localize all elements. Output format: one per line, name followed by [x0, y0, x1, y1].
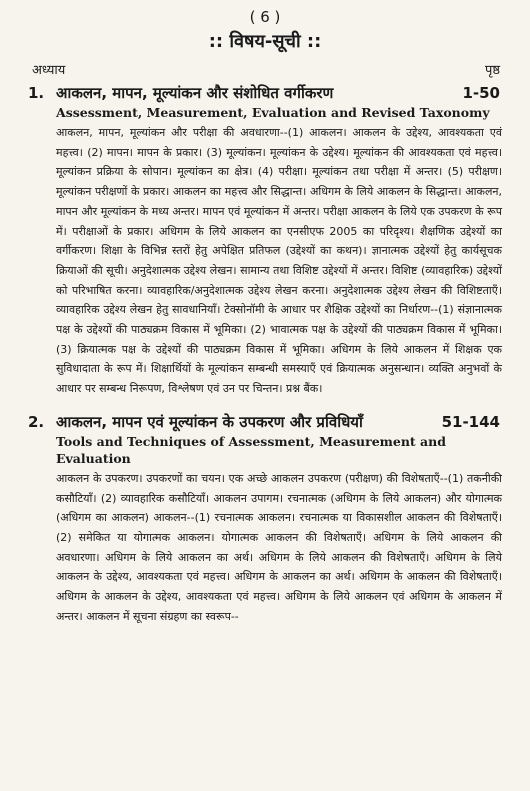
chapter-page-range: 51-144 — [441, 412, 500, 431]
chapter-number: 1. — [28, 84, 45, 102]
chapter-entry-1 — [26, 82, 504, 399]
chapter-title-english: Tools and Techniques of Assessment, Measurement and Evaluation — [56, 433, 446, 466]
page-number: ( 6 ) — [249, 8, 281, 26]
chapter-heading — [26, 411, 504, 433]
chapter-title-hindi: आकलन, मापन एवं मूल्यांकन के उपकरण और प्रविधियाँ — [56, 412, 363, 431]
chapter-heading — [26, 82, 504, 104]
chapter-entry-2 — [26, 411, 504, 627]
column-header-row — [26, 62, 504, 80]
toc-title: :: विषय-सूची :: — [208, 31, 322, 52]
chapter-contents: आकलन के उपकरण। उपकरणों का चयन। एक अच्छे आकलन उपकरण (परीक्षण) की विशेषताएँ--(1) तकनीकी कसौटियाँ। (2) व्यावहारिक कसौटियाँ। आकलन उपागम। रचनात्मक (अधिगम के लिये आकलन) और योगात्मक (अधिगम का आकलन) आकलन--(1) रचनात्मक आकलन। रचनात्मक या विकासशील आकलन की विशेषताएँ। (2) समेकित या योगात्मक आकलन। योगात्मक आकलन की विशेषताएँ। अधिगम के लिये आकलन की अवधारणा। अधिगम के लिये आकलन का अर्थ। अधिगम के लिये आकलन की विशेषताएँ। अधिगम के लिये आकलन के उद्देश्य, आवश्यकता एवं महत्त्व। अधिगम के आकलन का अर्थ। अधिगम के आकलन की विशेषताएँ। अधिगम के आकलन के उद्देश्य, आवश्यकता एवं महत्त्व। अधिगम के लिये आकलन एवं अधिगम के आकलन में अन्तर। आकलन में सूचना संग्रहण का स्वरूप-- — [56, 471, 502, 623]
chapter-contents: आकलन, मापन, मूल्यांकन और परीक्षा की अवधारणा--(1) आकलन। आकलन के उद्देश्य, आवश्यकता एवं महत्त्व। (2) मापन। मापन के प्रकार। (3) मूल्यांकन। मूल्यांकन के उद्देश्य। मूल्यांकन की आवश्यकता एवं महत्त्व। मूल्यांकन प्रक्रिया के सोपान। मूल्यांकन का क्षेत्र। (4) परीक्षा। मूल्यांकन तथा परीक्षा में अन्तर। (5) परीक्षण। मूल्यांकन परीक्षणों के प्रकार। आकलन का महत्त्व और सिद्धान्त। अधिगम के लिये आकलन के सिद्धान्त। आकलन, मापन और मूल्यांकन के मध्य अन्तर। मापन एवं मूल्यांकन में अन्तर। परीक्षा आकलन के लिये एक उपकरण के रूप में। परीक्षाओं के प्रकार। अधिगम के लिये आकलन का एनसीएफ 2005 का परिदृश्य। शैक्षणिक उद्देश्यों का वर्गीकरण। शिक्षा के विभिन्न स्तरों हेतु अपेक्षित प्रतिफल (उद्देश्यों का कथन)। ज्ञानात्मक उद्देश्यों हेतु कार्यसूचक क्रियाओं की सूची। अनुदेशात्मक उद्देश्य लेखन। सामान्य तथा विशिष्ट उद्देश्यों में अन्तर। विशिष्ट (व्यावहारिक) उद्देश्यों को परिभाषित करना। व्यावहारिक/अनुदेशात्मक उद्देश्य लेखन करना। अनुदेशात्मक उद्देश्य लेखन की विशिष्टताएँ। व्यावहारिक उद्देश्य लेखन हेतु सावधानियाँ। टेक्सोनॉमी के आधार पर शैक्षिक उद्देश्यों का निर्धारण--(1) संज्ञानात्मक पक्ष के उद्देश्यों की पाठ्यक्रम विकास में भूमिका। (2) भावात्मक पक्ष के उद्देश्यों की पाठ्यक्रम विकास में भूमिका। (3) क्रियात्मक पक्ष के उद्देश्यों की पाठ्यक्रम विकास में भूमिका। अधिगम के लिये आकलन में शिक्षक एक सुविधादाता के रूप में। शिक्षार्थियों के मूल्यांकन सम्बन्धी समस्याएँ एवं क्रियात्मक अनुसन्धान। व्यक्ति अनुभवों के आधार पर सम्बन्ध निरूपण, विश्लेषण एवं उन पर चिन्तन। प्रश्न बैंक। — [56, 126, 502, 396]
chapter-number: 2. — [28, 412, 45, 431]
chapter-page-range: 1-50 — [462, 84, 500, 102]
chapter-title-hindi: आकलन, मापन, मूल्यांकन और संशोधित वर्गीकरण — [56, 84, 334, 102]
chapter-title-english: Assessment, Measurement, Evaluation and Revised Taxonomy — [56, 105, 490, 120]
chapter-column-header: अध्याय — [32, 63, 66, 78]
page-column-header: पृष्ठ — [484, 63, 500, 78]
